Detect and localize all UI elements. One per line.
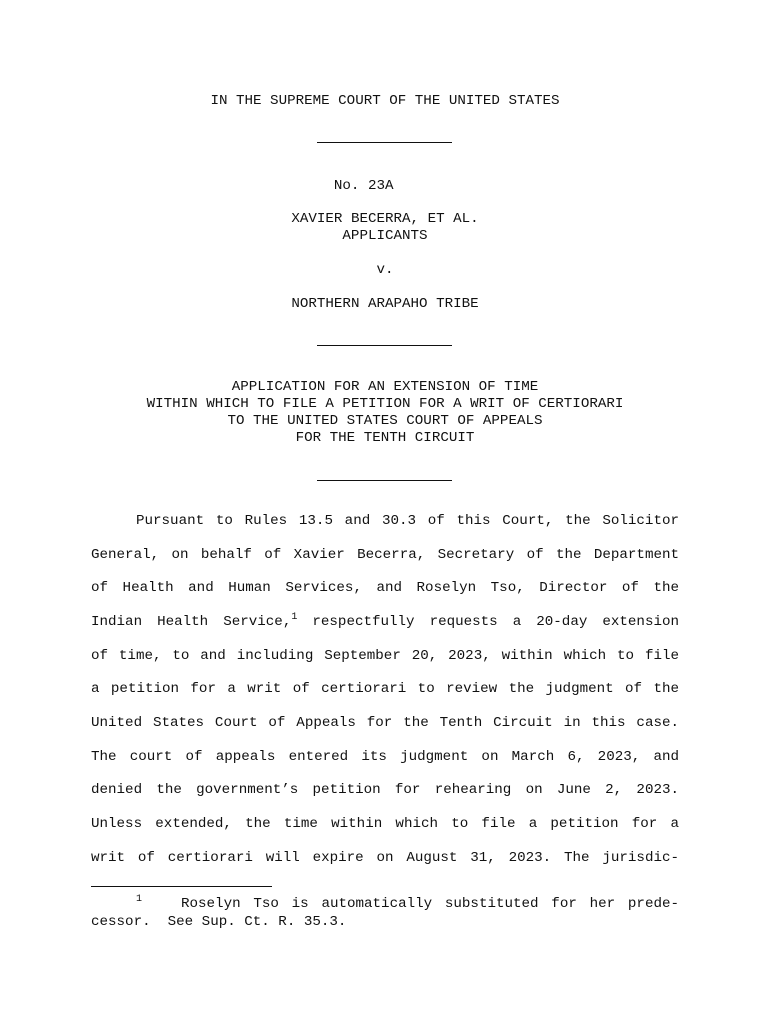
- footnote-separator: [91, 886, 272, 887]
- docket-number: [0, 178, 770, 195]
- docket-blank: [394, 178, 437, 194]
- body-text-line: denied the government’s petition for rehearing on June 2, 2023.: [91, 782, 679, 798]
- title-line: APPLICATION FOR AN EXTENSION OF TIME: [231, 379, 539, 395]
- separator-rule: [317, 345, 452, 346]
- footnote-reference: 1: [291, 612, 298, 623]
- separator-rule: [317, 142, 452, 143]
- body-text-line: a petition for a writ of certiorari to review the judgment of the: [91, 681, 679, 697]
- body-text-line: of time, to and including September 20, 2023, within which to file: [91, 648, 679, 664]
- body-text-line: General, on behalf of Xavier Becerra, Secretary of the Department: [91, 547, 679, 563]
- body-text-line: Unless extended, the time within which to file a petition for a: [91, 816, 679, 832]
- applicant-name: XAVIER BECERRA, ET AL.: [291, 211, 479, 227]
- body-text-line: Pursuant to Rules 13.5 and 30.3 of this Court, the Solicitor: [136, 513, 679, 529]
- body-text-line: United States Court of Appeals for the Tenth Circuit in this case.: [91, 715, 679, 731]
- court-heading: IN THE SUPREME COURT OF THE UNITED STATES: [210, 93, 560, 109]
- footnote-line: [136, 895, 142, 913]
- body-text-line: Indian Health Service,$^1$ respectfully requests a 20-day extension: [91, 612, 679, 630]
- footnote-line: Roselyn Tso is automatically substituted for her prede-: [181, 896, 679, 912]
- title-line: TO THE UNITED STATES COURT OF APPEALS: [227, 413, 543, 429]
- title-line: FOR THE TENTH CIRCUIT: [295, 430, 475, 446]
- body-text-line: The court of appeals entered its judgment on March 6, 2023, and: [91, 749, 679, 765]
- body-text-line: writ of certiorari will expire on August 31, 2023. The jurisdic-: [91, 850, 679, 866]
- applicant-role: APPLICANTS: [342, 228, 428, 244]
- body-text-line: of Health and Human Services, and Roselyn Tso, Director of the: [91, 580, 679, 596]
- respondent-name: NORTHERN ARAPAHO TRIBE: [291, 296, 479, 312]
- footnote-line: cessor. See Sup. Ct. R. 35.3.: [91, 914, 347, 930]
- docket-prefix: No. 23A: [333, 178, 394, 194]
- footnote-number: 1: [136, 894, 143, 905]
- versus: v.: [376, 262, 394, 278]
- separator-rule: [317, 480, 452, 481]
- title-line: WITHIN WHICH TO FILE A PETITION FOR A WRIT OF CERTIORARI: [146, 396, 624, 412]
